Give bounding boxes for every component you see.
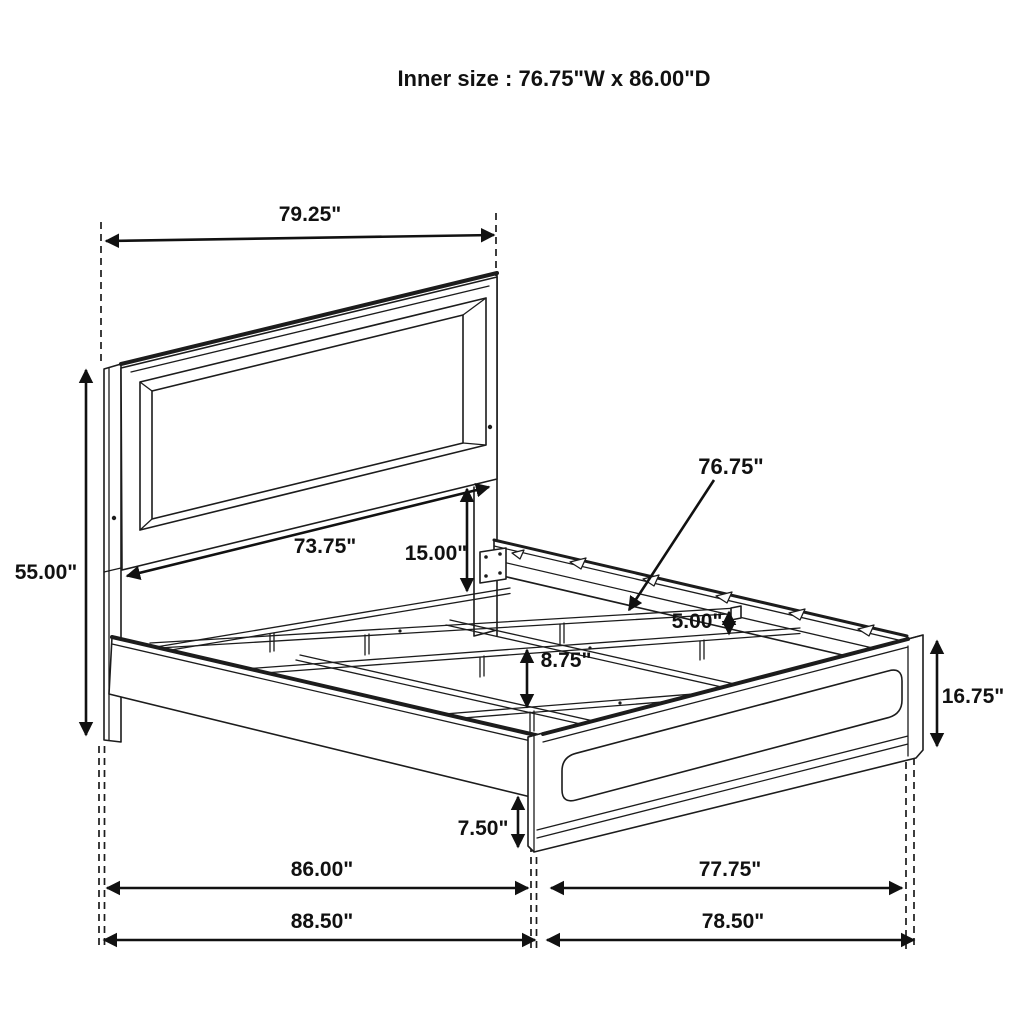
rail-bolt <box>618 701 621 704</box>
dim-label-headboard-rail-height: 15.00" <box>404 542 468 565</box>
dim-label-support-height: 8.75" <box>540 649 592 672</box>
extension-line-bottom-right <box>906 750 914 950</box>
diagram-title: Inner size : 76.75"W x 86.00"D <box>397 66 711 91</box>
rail-bolt <box>398 629 401 632</box>
dim-headboard-overall-width <box>106 203 494 241</box>
bracket-hole <box>498 571 502 575</box>
headboard-bolt-right <box>488 425 492 429</box>
dim-label-overall-depth: 88.50" <box>290 910 354 933</box>
bracket-hole <box>484 574 488 578</box>
bracket-plate <box>480 548 506 583</box>
dim-label-inner-width: 76.75" <box>698 454 764 479</box>
extension-line-bottom-mid <box>531 845 537 950</box>
dim-overall-depth <box>104 910 535 940</box>
dim-label-side-rail-length: 86.00" <box>290 858 354 881</box>
dim-rail-gap <box>672 610 729 634</box>
headboard-bolt-left <box>112 516 116 520</box>
dim-support-height <box>527 649 591 707</box>
dim-label-overall-width-foot-end: 78.50" <box>701 910 765 933</box>
dim-label-headboard-overall-width: 79.25" <box>278 203 342 226</box>
dim-footboard-inner-width <box>551 858 902 888</box>
bracket-hole <box>484 555 488 559</box>
dim-rail-floor-clearance <box>458 797 518 847</box>
dim-label-headboard-inner-width: 73.75" <box>293 535 357 558</box>
dim-label-rail-gap: 5.00" <box>671 610 723 633</box>
dim-overall-width-foot-end <box>547 910 914 940</box>
dim-label-footboard-height: 16.75" <box>941 685 1005 708</box>
dim-label-headboard-height: 55.00" <box>14 561 78 584</box>
cross-rail-foot <box>731 606 741 620</box>
dim-headboard-height <box>15 370 86 735</box>
dim-side-rail-length <box>107 858 528 888</box>
cross-rail-1 <box>150 608 737 649</box>
dim-arrow <box>106 235 494 241</box>
extension-line-bottom-left <box>99 746 105 947</box>
dim-footboard-height <box>937 641 1004 746</box>
bracket-hole <box>498 552 502 556</box>
dim-label-footboard-inner-width: 77.75" <box>698 858 762 881</box>
dim-label-rail-floor-clearance: 7.50" <box>457 817 509 840</box>
